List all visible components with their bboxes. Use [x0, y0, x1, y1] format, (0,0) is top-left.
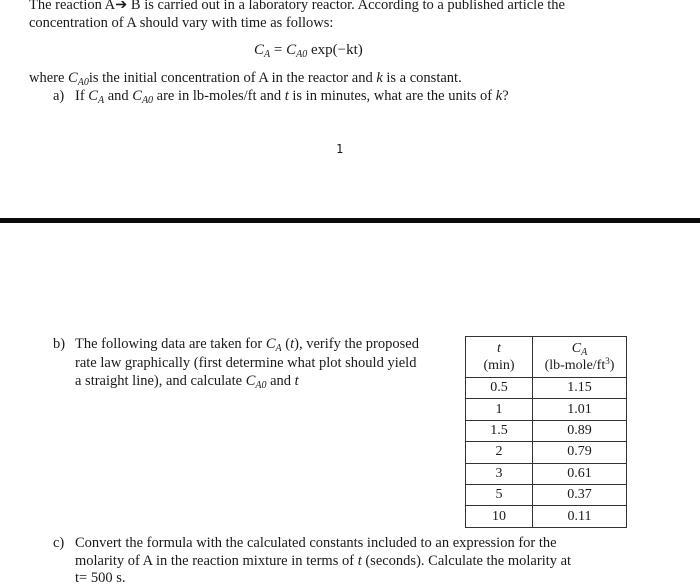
cell-ca: 0.11 [533, 506, 627, 527]
data-table [465, 336, 627, 528]
intro-line-1: The reaction A➔ B is carried out in a laboratory reactor. According to a published article the [29, 0, 565, 13]
table-header-row [466, 337, 627, 378]
cell-t: 10 [466, 506, 533, 527]
header-time: t (min) [466, 337, 533, 378]
table-row [466, 463, 627, 484]
part-c-label: c) [53, 535, 65, 551]
formula-ca: C [254, 42, 265, 58]
part-a-question: If $C_A$ and $C_{A0}$ are in lb-moles/ft and t is in minutes, what are the units of k? [75, 88, 509, 106]
cell-ca: 1.15 [533, 378, 627, 399]
part-c-line-1: Convert the formula with the calculated constants included to an expression for the [75, 535, 557, 551]
intro-line-2: concentration of A should vary with time as follows: [29, 15, 334, 31]
part-b-line-2: rate law graphically (first determine what plot should yield [75, 355, 417, 371]
table-row [466, 378, 627, 399]
cell-ca: 1.01 [533, 399, 627, 420]
table-row [466, 420, 627, 441]
table-row [466, 484, 627, 505]
part-c-line-2: molarity of A in the reaction mixture in terms of t (seconds). Calculate the molarity at [75, 553, 572, 569]
part-b-label: b) [53, 336, 66, 352]
page-divider [0, 218, 700, 223]
cell-t: 2 [466, 442, 533, 463]
page-number: 1 [336, 142, 344, 156]
cell-ca: 0.79 [533, 442, 627, 463]
formula-ca0: C [286, 42, 297, 58]
part-a-label: a) [53, 88, 65, 104]
cell-t: 1.5 [466, 420, 533, 441]
table-row [466, 506, 627, 527]
cell-t: 3 [466, 463, 533, 484]
part-b-line-3: a straight line), and calculate $C_{A0}$ and t [75, 373, 299, 391]
cell-t: 5 [466, 484, 533, 505]
rate-formula: $C_A = C_{A0}$ exp(−kt) [254, 42, 363, 60]
header-concentration: $C_A$ $(lb-mole/ft^3)$ [533, 337, 627, 378]
cell-ca: 0.89 [533, 420, 627, 441]
cell-t: 0.5 [466, 378, 533, 399]
part-b-line-1: The following data are taken for $C_A$ (t), verify the proposed [75, 336, 419, 354]
cell-ca: 0.37 [533, 484, 627, 505]
table-row [466, 442, 627, 463]
cell-t: 1 [466, 399, 533, 420]
cell-ca: 0.61 [533, 463, 627, 484]
table-row [466, 399, 627, 420]
part-c-line-3: t= 500 s. [75, 570, 126, 586]
where-line: where $C_{A0}is$ the initial concentration of A in the reactor and k is a constant. [29, 70, 462, 88]
